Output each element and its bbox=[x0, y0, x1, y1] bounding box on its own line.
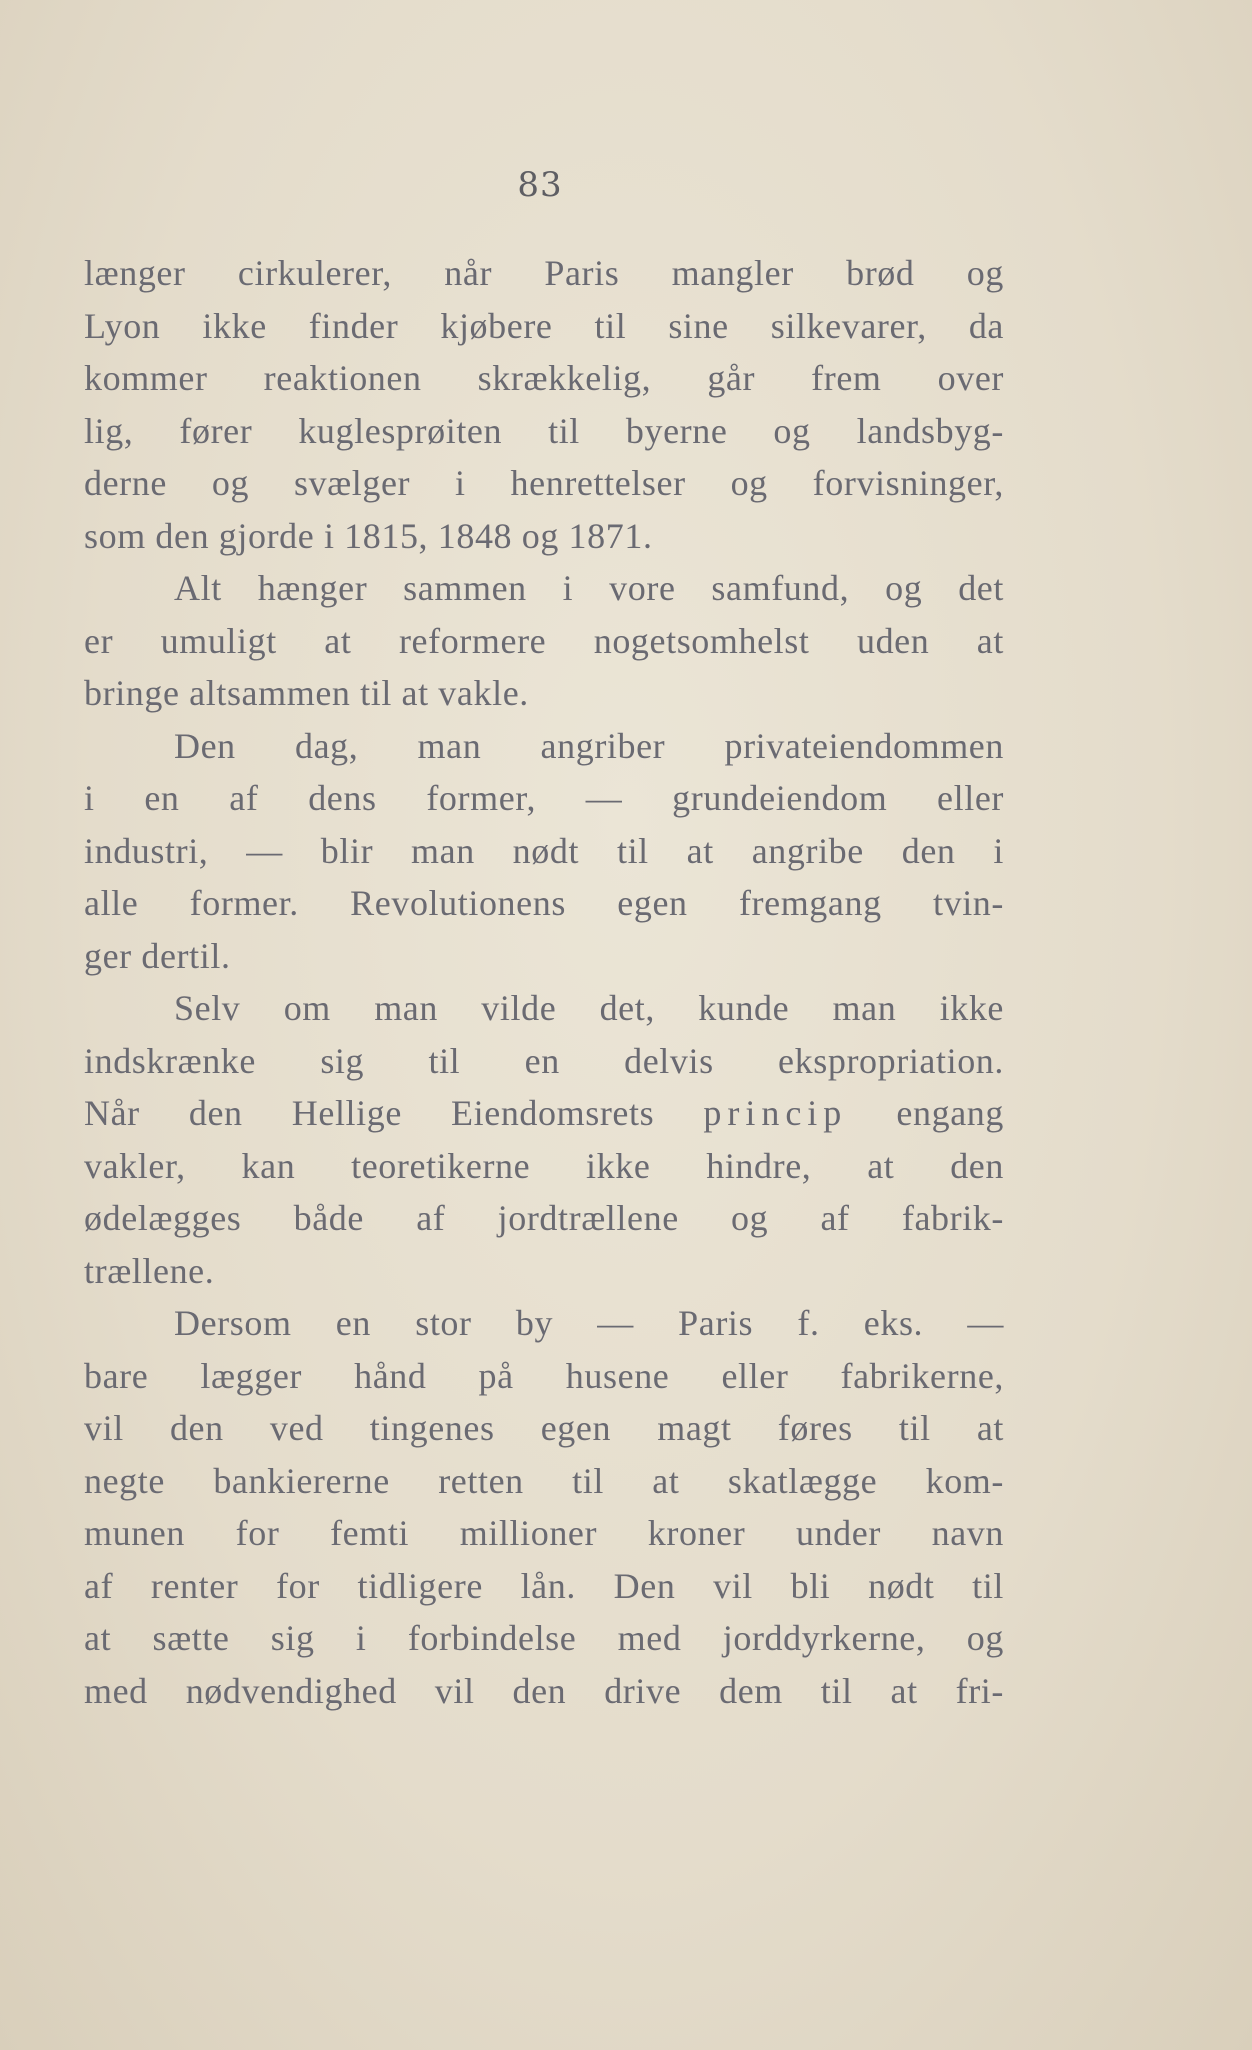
text-line: vakler, kan teoretikerne ikke hindre, at den bbox=[84, 1145, 1004, 1186]
text-line: trællene. bbox=[84, 1250, 215, 1291]
text-line: munen for femti millioner kroner under navn bbox=[84, 1513, 1004, 1553]
text-line: negte bankiererne retten til at skatlægge kom- bbox=[84, 1460, 1004, 1501]
text-line: indskrænke sig til en delvis ekspropriation. bbox=[84, 1040, 1004, 1081]
text-line: ødelægges både af jordtrællene og af fabrik- bbox=[84, 1198, 1004, 1238]
text-line: Dersom en stor by — Paris f. eks. — bbox=[174, 1303, 1004, 1343]
text-line: er umuligt at reformere nogetsomhelst uden at bbox=[84, 620, 1004, 661]
body-text bbox=[84, 247, 1004, 1717]
text-line: bringe altsammen til at vakle. bbox=[84, 673, 529, 713]
text-line: Selv om man vilde det, kunde man ikke bbox=[174, 988, 1004, 1028]
text-line: Den dag, man angriber privateiendommen bbox=[174, 725, 1004, 766]
text-line: alle former. Revolutionens egen fremgang tvin- bbox=[84, 883, 1004, 923]
emphasized-word: princip bbox=[703, 1093, 848, 1133]
text-line: af renter for tidligere lån. Den vil bli nødt til bbox=[84, 1565, 1004, 1606]
text-line: lig, fører kuglesprøiten til byerne og landsbyg- bbox=[84, 410, 1004, 451]
text-line: som den gjorde i 1815, 1848 og 1871. bbox=[84, 515, 653, 556]
text-line: derne og svælger i henrettelser og forvisninger, bbox=[84, 463, 1004, 503]
text-line: Alt hænger sammen i vore samfund, og det bbox=[174, 568, 1004, 608]
text-line: længer cirkulerer, når Paris mangler brød og bbox=[84, 253, 1004, 293]
text-line: Når den Hellige Eiendomsrets princip engang bbox=[84, 1093, 1004, 1133]
text-line: Lyon ikke finder kjøbere til sine silkevarer, da bbox=[84, 305, 1004, 346]
text-line: kommer reaktionen skrækkelig, går frem over bbox=[84, 358, 1004, 398]
text-line: at sætte sig i forbindelse med jorddyrkerne, og bbox=[84, 1618, 1004, 1658]
text-line: bare lægger hånd på husene eller fabrikerne, bbox=[84, 1355, 1004, 1396]
text-line: vil den ved tingenes egen magt føres til at bbox=[84, 1408, 1004, 1448]
text-line: ger dertil. bbox=[84, 935, 231, 976]
text-line: industri, — blir man nødt til at angribe den i bbox=[84, 830, 1004, 871]
text-line: med nødvendighed vil den drive dem til at fri- bbox=[84, 1670, 1004, 1711]
page-number: 83 bbox=[517, 165, 563, 205]
text-line: i en af dens former, — grundeiendom eller bbox=[84, 778, 1004, 818]
